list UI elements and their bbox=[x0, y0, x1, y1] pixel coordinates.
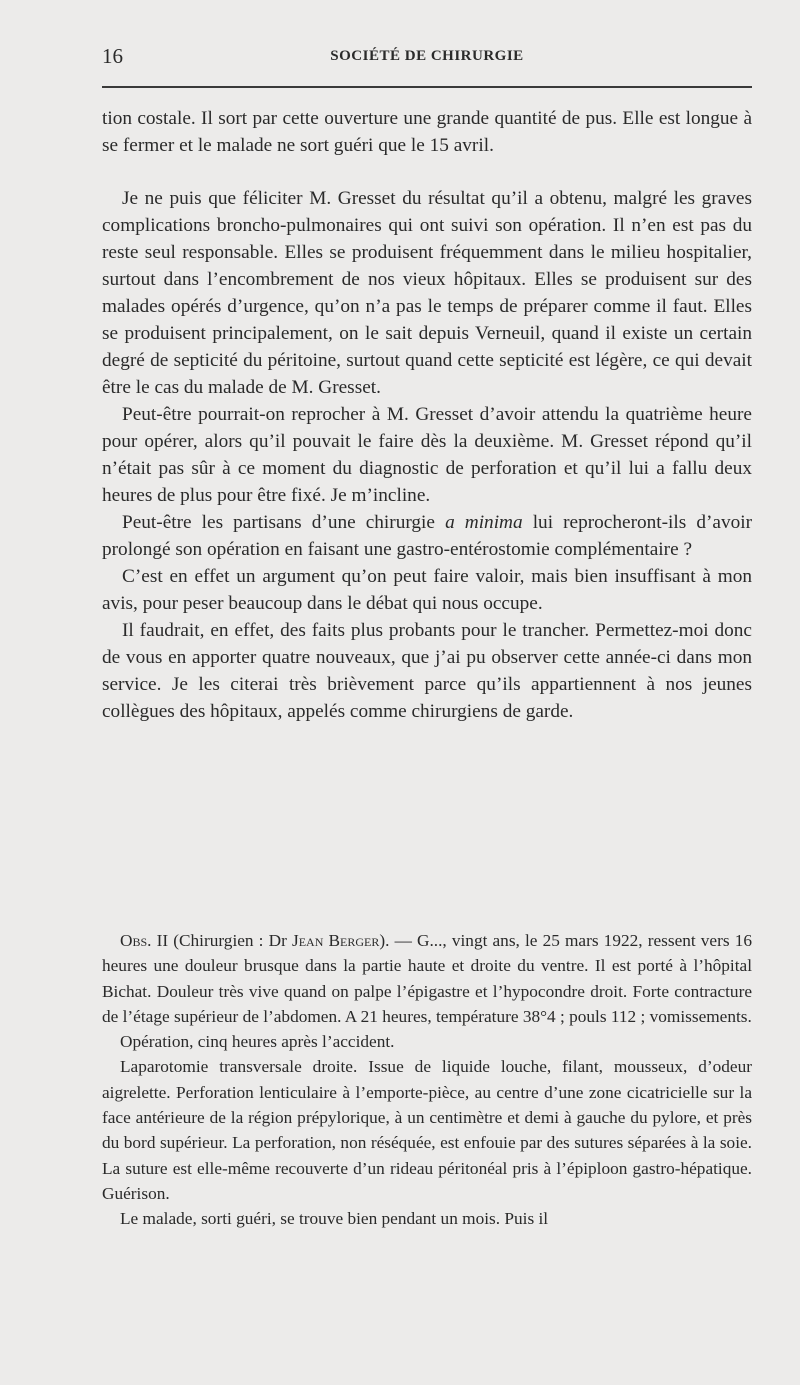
main-text bbox=[102, 105, 752, 725]
paragraph-continuation: tion costale. Il sort par cette ouverture une grande quantité de pus. Elle est longue à se fermer et le malade ne sort guéri que le 15 avril. bbox=[102, 108, 752, 156]
laparotomy-paragraph: Laparotomie transversale droite. Issue de liquide louche, filant, mousseux, d’odeur aigrelette. Perforation lenticulaire à l’emporte-pièce, au centre d’une zone cicatricielle sur la face antérieure de la région prépylorique, à un centimètre et demi à gauche du pylore, et près du bord supérieur. La perforation, non réséquée, est enfouie par des sutures séparées à la soie. La suture est elle-même recouverte d’un rideau péritonéal pris à l’épiploon gastro-hépatique. Guérison. bbox=[102, 1057, 752, 1203]
paragraph-minima-end: lui reprocheront-ils d’avoir prolongé son opération en faisant une gastro-entérostomie complémentaire ? bbox=[102, 512, 753, 560]
page-header bbox=[102, 44, 752, 74]
paragraph-minima-start: Peut-être les partisans d’une chirurgie bbox=[122, 512, 435, 533]
page-number: 16 bbox=[102, 44, 123, 68]
final-line: Le malade, sorti guéri, se trouve bien pendant un mois. Puis il bbox=[120, 1209, 549, 1229]
surgeon-name: Jean Berger bbox=[292, 931, 380, 950]
observation-block bbox=[102, 928, 752, 1232]
italic-a-minima: a minima bbox=[445, 512, 523, 533]
surgeon-open: (Chirurgien : bbox=[173, 931, 264, 950]
paragraph-minima bbox=[102, 509, 752, 563]
paragraph-argument: C’est en effet un argument qu’on peut faire valoir, mais bien insuffisant à mon avis, pour peser beaucoup dans le débat qui nous occupe. bbox=[102, 566, 752, 614]
header-rule bbox=[102, 86, 752, 88]
obs-number: II bbox=[156, 931, 169, 950]
paragraph-faits: Il faudrait, en effet, des faits plus probants pour le trancher. Permettez-moi donc de vous en apporter quatre nouveaux, que j’ai pu observer cette année-ci dans mon service. Je les citerai très brièvement parce qu’ils appartiennent à nos jeunes collègues des hôpitaux, appelés comme chirurgiens de garde. bbox=[102, 620, 752, 722]
running-title: SOCIÉTÉ DE CHIRURGIE bbox=[330, 48, 524, 64]
paragraph-reproche: Peut-être pourrait-on reprocher à M. Gresset d’avoir attendu la quatrième heure pour opérer, alors qu’il pouvait le faire dès la deuxième. M. Gresset répond qu’il n’était pas sûr à ce moment du diagnostic de perforation et qu’il lui a fallu deux heures de plus pour être fixé. Je m’incline. bbox=[102, 404, 752, 506]
surgeon-title: Dr bbox=[268, 931, 287, 950]
paragraph-felicitation: Je ne puis que féliciter M. Gresset du résultat qu’il a obtenu, malgré les graves complications broncho-pulmonaires qui ont suivi son opération. Il n’en est pas du reste seul responsable. Elles se produisent fréquemment dans le milieu hospitalier, surtout dans l’encombrement de nos vieux hôpitaux. Elles se produisent sur des malades opérés d’urgence, qu’on n’a pas le temps de préparer comme il faut. Elles se produisent principalement, on le sait depuis Verneuil, quand il existe un certain degré de septicité du péritoine, surtout quand cette septicité est légère, ce qui devait être le cas du malade de M. Gresset. bbox=[102, 188, 752, 398]
observation-text: — G..., vingt ans, le 25 mars 1922, ressent vers 16 heures une douleur brusque dans la partie haute et droite du ventre. Il est porté à l’hôpital Bichat. Douleur très vive quand on palpe l’épigastre et l’hypocondre droit. Forte contracture de l’étage supérieur de l’abdomen. A 21 heures, température 38°4 ; pouls 112 ; vomissements. bbox=[102, 931, 752, 1026]
observation-intro bbox=[102, 928, 752, 1029]
obs-label: Obs. bbox=[120, 931, 152, 950]
operation-line: Opération, cinq heures après l’accident. bbox=[120, 1032, 395, 1052]
surgeon-close: ). bbox=[379, 931, 390, 950]
